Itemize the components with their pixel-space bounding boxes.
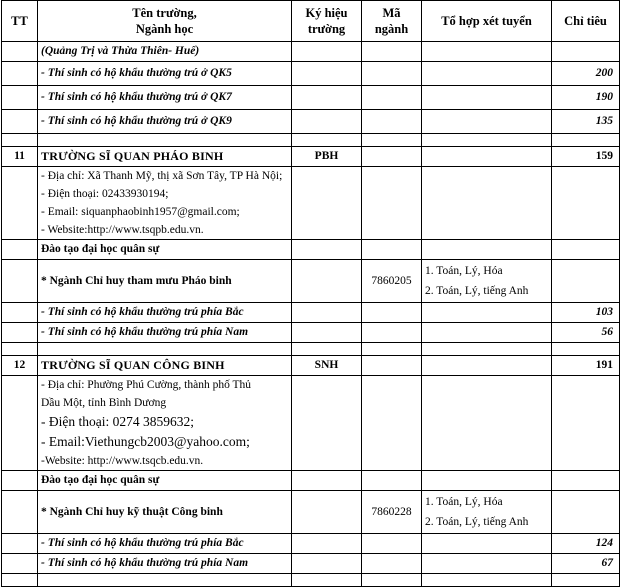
major-row: [2, 260, 620, 303]
major-name: * Ngành Chỉ huy kỹ thuật Công binh: [38, 491, 292, 534]
quota-label: - Thí sinh có hộ khẩu thường trú phía Bắc: [38, 534, 292, 554]
quota-value: 56: [552, 323, 620, 343]
school-phone: - Điện thoại: 0274 3859632;: [41, 414, 194, 429]
quota-value: 190: [552, 86, 620, 110]
school-address-line2: Dầu Một, tỉnh Bình Dương: [41, 397, 167, 409]
quota-row: [2, 534, 620, 554]
quota-row: [2, 554, 620, 574]
quota-value: 135: [552, 110, 620, 134]
subject-combinations: [422, 260, 552, 303]
quota-label: - Thí sinh có hộ khẩu thường trú phía Nam: [38, 554, 292, 574]
quota-value: 200: [552, 62, 620, 86]
school-name: TRƯỜNG SĨ QUAN CÔNG BINH: [38, 356, 292, 376]
school-contact-info: [38, 376, 292, 471]
quota-value: 67: [552, 554, 620, 574]
school-code: PBH: [292, 147, 362, 167]
quota-row: [2, 86, 620, 110]
quota-row: [2, 62, 620, 86]
header-combo: Tổ hợp xét tuyển: [422, 1, 552, 42]
combo-1: 1. Toán, Lý, Hóa: [425, 265, 503, 277]
region-note: (Quảng Trị và Thừa Thiên- Huế): [38, 42, 292, 62]
header-school: Tên trường, Ngành học: [38, 1, 292, 42]
school-header-row: [2, 356, 620, 376]
school-address: - Địa chỉ: Xã Thanh Mỹ, thị xã Sơn Tây, TP Hà Nội;: [41, 170, 283, 182]
major-code: 7860205: [362, 260, 422, 303]
school-website: -Website: http://www.tsqcb.edu.vn.: [41, 455, 204, 467]
training-row: [2, 471, 620, 491]
admissions-table: [1, 0, 620, 587]
header-quota: Chỉ tiêu: [552, 1, 620, 42]
school-address: - Địa chỉ: Phường Phú Cường, thành phố Thủ: [41, 379, 252, 391]
combo-2: 2. Toán, Lý, tiếng Anh: [425, 516, 529, 528]
header-major-code: Mã ngành: [362, 1, 422, 42]
quota-row: [2, 323, 620, 343]
spacer-row: [2, 574, 620, 587]
school-total-quota: 159: [552, 147, 620, 167]
school-number: 12: [2, 356, 38, 376]
school-header-row: [2, 147, 620, 167]
school-contact-info: [38, 167, 292, 240]
region-note-row: [2, 42, 620, 62]
school-info-row: [2, 376, 620, 471]
training-type: Đào tạo đại học quân sự: [38, 471, 292, 491]
quota-label: - Thí sinh có hộ khẩu thường trú ở QK5: [38, 62, 292, 86]
school-phone: - Điện thoại: 02433930194;: [41, 188, 169, 200]
quota-row: [2, 303, 620, 323]
spacer-row: [2, 134, 620, 147]
quota-value: 124: [552, 534, 620, 554]
combo-2: 2. Toán, Lý, tiếng Anh: [425, 285, 529, 297]
subject-combinations: [422, 491, 552, 534]
header-tt: TT: [2, 1, 38, 42]
school-name: TRƯỜNG SĨ QUAN PHÁO BINH: [38, 147, 292, 167]
major-row: [2, 491, 620, 534]
quota-value: 103: [552, 303, 620, 323]
header-row: [2, 1, 620, 42]
spacer-row: [2, 343, 620, 356]
major-code: 7860228: [362, 491, 422, 534]
quota-label: - Thí sinh có hộ khẩu thường trú ở QK9: [38, 110, 292, 134]
quota-row: [2, 110, 620, 134]
school-code: SNH: [292, 356, 362, 376]
school-website: - Website:http://www.tsqpb.edu.vn.: [41, 224, 204, 236]
header-code: Ký hiệu trường: [292, 1, 362, 42]
school-total-quota: 191: [552, 356, 620, 376]
quota-label: - Thí sinh có hộ khẩu thường trú phía Nam: [38, 323, 292, 343]
quota-label: - Thí sinh có hộ khẩu thường trú phía Bắc: [38, 303, 292, 323]
training-type: Đào tạo đại học quân sự: [38, 240, 292, 260]
school-info-row: [2, 167, 620, 240]
school-email: - Email: siquanphaobinh1957@gmail.com;: [41, 206, 240, 218]
school-email: - Email:Viethungcb2003@yahoo.com;: [41, 434, 250, 449]
school-number: 11: [2, 147, 38, 167]
major-name: * Ngành Chỉ huy tham mưu Pháo binh: [38, 260, 292, 303]
training-row: [2, 240, 620, 260]
combo-1: 1. Toán, Lý, Hóa: [425, 496, 503, 508]
quota-label: - Thí sinh có hộ khẩu thường trú ở QK7: [38, 86, 292, 110]
